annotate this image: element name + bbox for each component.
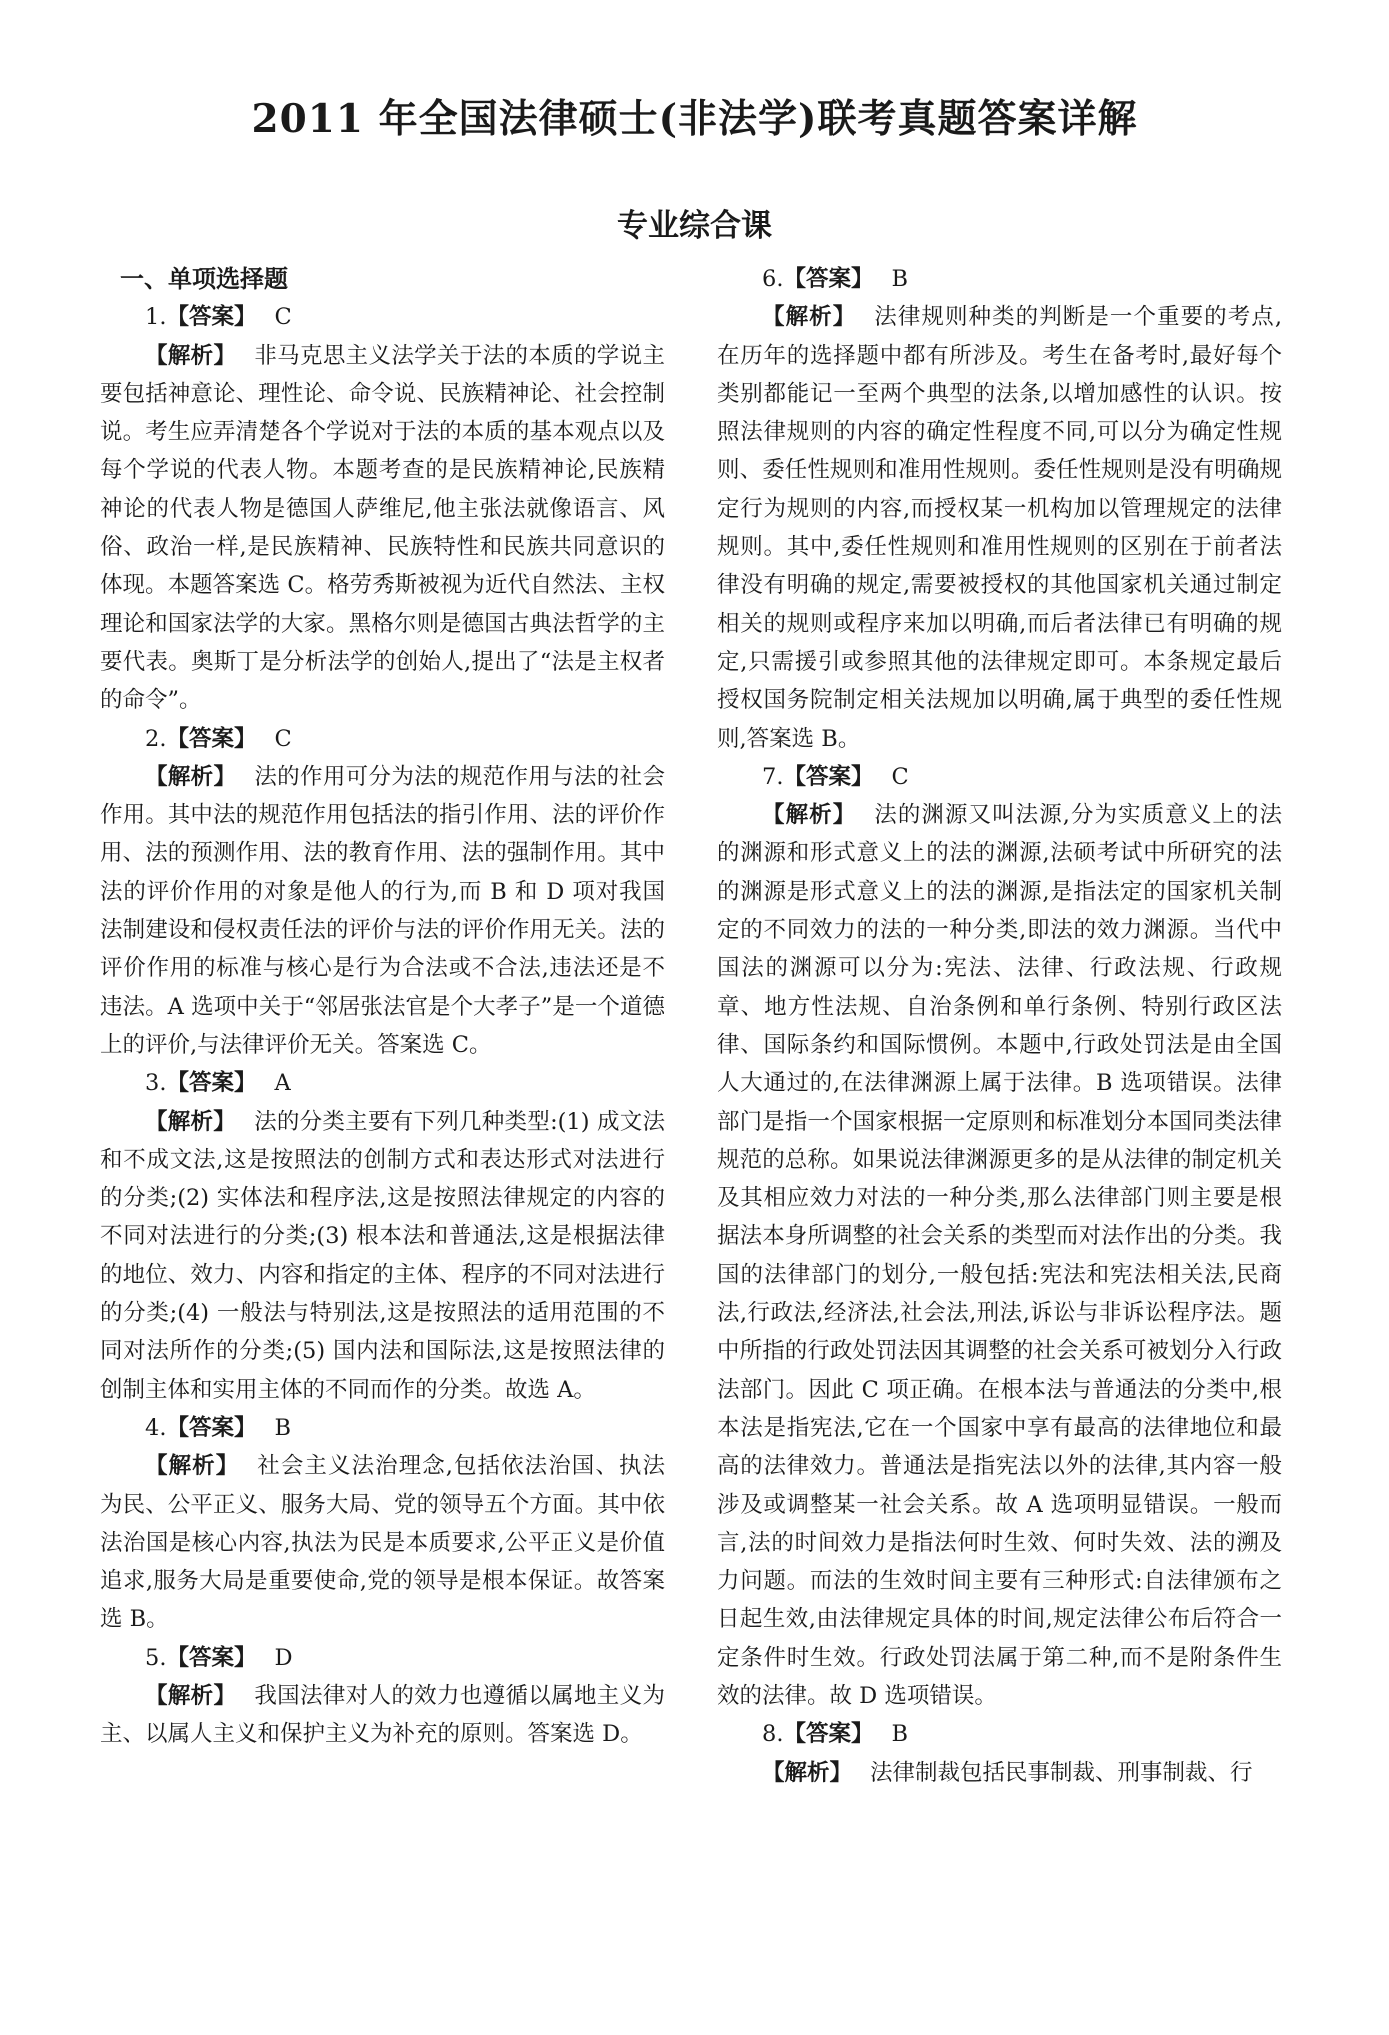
analysis-tag: 【解析】	[762, 802, 857, 829]
analysis-q7	[717, 796, 1282, 1715]
subject-heading: 专业综合课	[617, 208, 772, 244]
answer-value: D	[274, 1644, 293, 1671]
analysis-tag: 【解析】	[145, 1682, 237, 1709]
answer-tag: 【答案】	[783, 1721, 874, 1748]
answer-line-q8	[717, 1715, 1282, 1753]
answer-line-q3	[100, 1064, 665, 1102]
answer-tag: 【答案】	[783, 763, 874, 790]
question-number: 7.	[762, 763, 784, 790]
answer-tag: 【答案】	[166, 725, 257, 752]
analysis-q1	[100, 337, 665, 720]
left-column	[100, 260, 665, 1754]
answer-tag: 【答案】	[166, 304, 257, 331]
document-title: 2011 年全国法律硕士(非法学)联考真题答案详解	[251, 96, 1138, 142]
analysis-tag: 【解析】	[145, 763, 237, 790]
answer-line-q2	[100, 720, 665, 758]
answer-value: C	[274, 725, 292, 752]
answer-tag: 【答案】	[166, 1070, 257, 1097]
analysis-text: 我国法律对人的效力也遵循以属地主义为主、以属人主义和保护主义为补充的原则。答案选 D。	[100, 1682, 665, 1748]
answer-value: C	[274, 304, 292, 331]
analysis-q8	[717, 1754, 1282, 1792]
analysis-q6	[717, 298, 1282, 758]
answer-tag: 【答案】	[166, 1644, 257, 1671]
analysis-q3	[100, 1103, 665, 1409]
analysis-tag: 【解析】	[145, 342, 237, 369]
analysis-tag: 【解析】	[762, 1759, 853, 1786]
analysis-tag: 【解析】	[762, 304, 857, 331]
analysis-text: 法的渊源又叫法源,分为实质意义上的法的渊源和形式意义上的法的渊源,法硕考试中所研究的法的渊源是形式意义上的法的渊源,是指法定的国家机关制定的不同效力的法的一种分类,即法的效力渊源。当代中国法的渊源可以分为:宪法、法律、行政法规、行政规章、地方性法规、自治条例和单行条例、特别行政区法律、国际条约和国际惯例。本题中,行政处罚法是由全国人大通过的,在法律渊源上属于法律。B 选项错误。法律部门是指一个国家根据一定原则和标准划分本国同类法律规范的总称。如果说法律渊源更多的是从法律的制定机关及其相应效力对法的一种分类,那么法律部门则主要是根据法本身所调整的社会关系的类型而对法作出的分类。我国的法律部门的划分,一般包括:宪法和宪法相关法,民商法,行政法,经济法,社会法,刑法,诉讼与非诉讼程序法。题中所指的行政处罚法因其调整的社会关系可被划分入行政法部门。因此 C 项正确。在根本法与普通法的分类中,根本法是指宪法,它在一个国家中享有最高的法律地位和最高的法律效力。普通法是指宪法以外的法律,其内容一般涉及或调整某一社会关系。故 A 选项明显错误。一般而言,法的时间效力是指法何时生效、何时失效、法的溯及力问题。而法的生效时间主要有三种形式:自法律颁布之日起生效,由法律规定具体的时间,规定法律公布后符合一定条件时生效。行政处罚法属于第二种,而不是附条件生效的法律。故 D 选项错误。	[717, 802, 1282, 1709]
section-heading: 一、单项选择题	[120, 265, 288, 293]
question-number: 2.	[145, 725, 167, 752]
question-number: 3.	[145, 1070, 167, 1097]
analysis-q5	[100, 1677, 665, 1754]
answer-line-q4	[100, 1409, 665, 1447]
answer-line-q1	[100, 298, 665, 336]
analysis-tag: 【解析】	[145, 1453, 240, 1480]
answer-line-q7	[717, 758, 1282, 796]
analysis-text: 非马克思主义法学关于法的本质的学说主要包括神意论、理性论、命令说、民族精神论、社会控制说。考生应弄清楚各个学说对于法的本质的基本观点以及每个学说的代表人物。本题考查的是民族精神论,民族精神论的代表人物是德国人萨维尼,他主张法就像语言、风俗、政治一样,是民族精神、民族特性和民族共同意识的体现。本题答案选 C。格劳秀斯被视为近代自然法、主权理论和国家法学的大家。黑格尔则是德国古典法哲学的主要代表。奥斯丁是分析法学的创始人,提出了“法是主权者的命令”。	[100, 342, 665, 714]
analysis-text: 法律制裁包括民事制裁、刑事制裁、行	[870, 1759, 1253, 1786]
question-number: 1.	[145, 304, 167, 331]
analysis-text: 法的作用可分为法的规范作用与法的社会作用。其中法的规范作用包括法的指引作用、法的评价作用、法的预测作用、法的教育作用、法的强制作用。其中法的评价作用的对象是他人的行为,而 B 和 D 项对我国法制建设和侵权责任法的评价与法的评价作用无关。法的评价作用的标准与核心是行为合法或不合法,违法还是不违法。A 选项中关于“邻居张法官是个大孝子”是一个道德上的评价,与法律评价无关。答案选 C。	[100, 763, 665, 1058]
right-column	[717, 260, 1282, 1792]
answer-value: B	[891, 266, 909, 292]
analysis-text: 社会主义法治理念,包括依法治国、执法为民、公平正义、服务大局、党的领导五个方面。其中依法治国是核心内容,执法为民是本质要求,公平正义是价值追求,服务大局是重要使命,党的领导是根本保证。故答案选 B。	[100, 1453, 665, 1633]
analysis-tag: 【解析】	[145, 1108, 237, 1135]
analysis-q4	[100, 1447, 665, 1638]
answer-value: C	[891, 763, 909, 790]
answer-value: B	[274, 1414, 292, 1441]
answer-line-q6	[717, 260, 1282, 298]
analysis-q2	[100, 758, 665, 1064]
question-number: 4.	[145, 1414, 167, 1441]
question-number: 5.	[145, 1644, 167, 1671]
analysis-text: 法律规则种类的判断是一个重要的考点,在历年的选择题中都有所涉及。考生在备考时,最好每个类别都能记一至两个典型的法条,以增加感性的认识。按照法律规则的内容的确定性程度不同,可以分为确定性规则、委任性规则和准用性规则。委任性规则是没有明确规定行为规则的内容,而授权某一机构加以管理规定的法律规则。其中,委任性规则和准用性规则的区别在于前者法律没有明确的规定,需要被授权的其他国家机关通过制定相关的规则或程序来加以明确,而后者法律已有明确的规定,只需援引或参照其他的法律规定即可。本条规定最后授权国务院制定相关法规加以明确,属于典型的委任性规则,答案选 B。	[717, 304, 1282, 752]
answer-tag: 【答案】	[166, 1414, 257, 1441]
question-number: 8.	[762, 1721, 784, 1748]
answer-line-q5	[100, 1639, 665, 1677]
answer-value: A	[274, 1070, 291, 1097]
answer-value: B	[891, 1721, 909, 1748]
analysis-text: 法的分类主要有下列几种类型:(1) 成文法和不成文法,这是按照法的创制方式和表达形式对法进行的分类;(2) 实体法和程序法,这是按照法律规定的内容的不同对法进行的分类;(3) 根本法和普通法,这是根据法律的地位、效力、内容和指定的主体、程序的不同对法进行的分类;(4) 一般法与特别法,这是按照法的适用范围的不同对法所作的分类;(5) 国内法和国际法,这是按照法律的创制主体和实用主体的不同而作的分类。故选 A。	[100, 1108, 665, 1403]
answer-tag: 【答案】	[783, 266, 874, 292]
question-number: 6.	[762, 266, 784, 292]
